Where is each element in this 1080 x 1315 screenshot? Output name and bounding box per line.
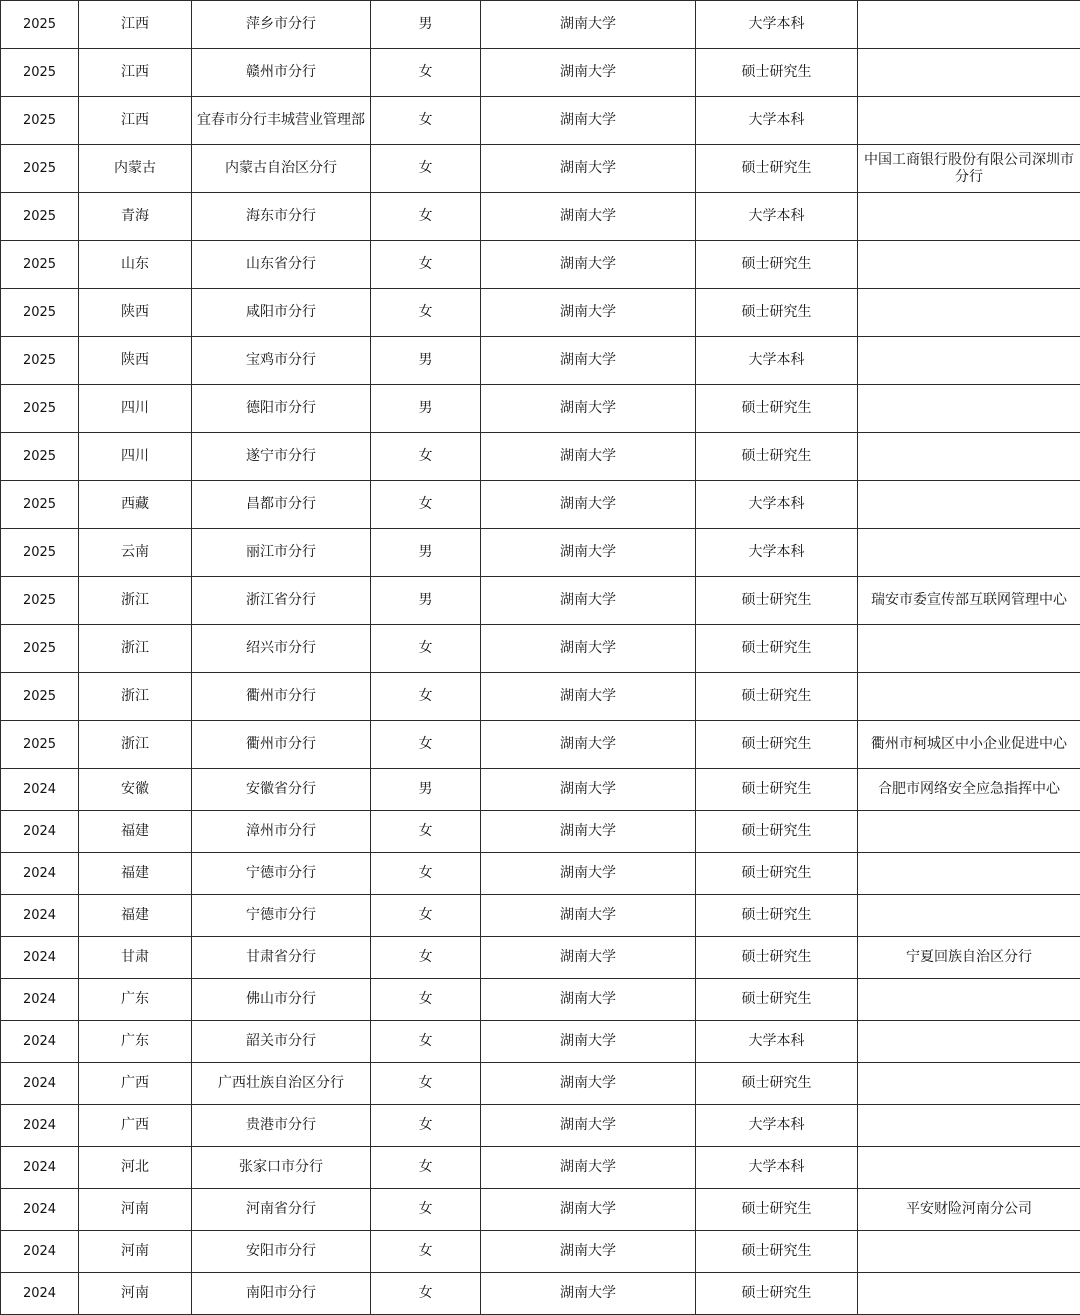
school-cell: 湖南大学: [481, 1, 696, 49]
province-cell: 福建: [79, 853, 192, 895]
school-cell: 湖南大学: [481, 241, 696, 289]
branch-cell: 萍乡市分行: [192, 1, 371, 49]
province-cell: 浙江: [79, 577, 192, 625]
year-cell: 2024: [1, 895, 79, 937]
degree-cell: 硕士研究生: [696, 145, 858, 193]
province-cell: 河南: [79, 1231, 192, 1273]
former-employer-cell: [858, 385, 1080, 433]
gender-cell: 男: [371, 1, 481, 49]
gender-cell: 女: [371, 145, 481, 193]
year-cell: 2025: [1, 529, 79, 577]
gender-cell: 男: [371, 577, 481, 625]
former-employer-cell: [858, 625, 1080, 673]
gender-cell: 女: [371, 193, 481, 241]
year-cell: 2025: [1, 481, 79, 529]
school-cell: 湖南大学: [481, 49, 696, 97]
former-employer-cell: [858, 853, 1080, 895]
gender-cell: 女: [371, 241, 481, 289]
gender-cell: 女: [371, 979, 481, 1021]
branch-cell: 遂宁市分行: [192, 433, 371, 481]
school-cell: 湖南大学: [481, 97, 696, 145]
former-employer-cell: [858, 289, 1080, 337]
school-cell: 湖南大学: [481, 979, 696, 1021]
gender-cell: 女: [371, 853, 481, 895]
degree-cell: 大学本科: [696, 1021, 858, 1063]
province-cell: 广西: [79, 1063, 192, 1105]
school-cell: 湖南大学: [481, 337, 696, 385]
former-employer-cell: [858, 337, 1080, 385]
gender-cell: 男: [371, 529, 481, 577]
school-cell: 湖南大学: [481, 853, 696, 895]
province-cell: 浙江: [79, 673, 192, 721]
gender-cell: 女: [371, 673, 481, 721]
year-cell: 2025: [1, 385, 79, 433]
table-row: [1, 895, 1080, 937]
degree-cell: 硕士研究生: [696, 937, 858, 979]
year-cell: 2024: [1, 1063, 79, 1105]
school-cell: 湖南大学: [481, 1147, 696, 1189]
degree-cell: 硕士研究生: [696, 721, 858, 769]
school-cell: 湖南大学: [481, 529, 696, 577]
year-cell: 2024: [1, 979, 79, 1021]
former-employer-cell: [858, 673, 1080, 721]
branch-cell: 宝鸡市分行: [192, 337, 371, 385]
former-employer-cell: [858, 1147, 1080, 1189]
school-cell: 湖南大学: [481, 1021, 696, 1063]
table-row: [1, 811, 1080, 853]
year-cell: 2025: [1, 337, 79, 385]
province-cell: 陕西: [79, 289, 192, 337]
province-cell: 陕西: [79, 337, 192, 385]
province-cell: 内蒙古: [79, 145, 192, 193]
year-cell: 2025: [1, 1, 79, 49]
branch-cell: 绍兴市分行: [192, 625, 371, 673]
table-row: [1, 937, 1080, 979]
year-cell: 2024: [1, 1231, 79, 1273]
school-cell: 湖南大学: [481, 1063, 696, 1105]
degree-cell: 硕士研究生: [696, 673, 858, 721]
branch-cell: 咸阳市分行: [192, 289, 371, 337]
degree-cell: 硕士研究生: [696, 979, 858, 1021]
year-cell: 2025: [1, 241, 79, 289]
branch-cell: 张家口市分行: [192, 1147, 371, 1189]
school-cell: 湖南大学: [481, 289, 696, 337]
school-cell: 湖南大学: [481, 1273, 696, 1315]
degree-cell: 大学本科: [696, 193, 858, 241]
year-cell: 2024: [1, 1189, 79, 1231]
branch-cell: 赣州市分行: [192, 49, 371, 97]
province-cell: 安徽: [79, 769, 192, 811]
table-row: [1, 481, 1080, 529]
branch-cell: 贵港市分行: [192, 1105, 371, 1147]
year-cell: 2024: [1, 937, 79, 979]
degree-cell: 硕士研究生: [696, 289, 858, 337]
former-employer-cell: [858, 1231, 1080, 1273]
province-cell: 广东: [79, 979, 192, 1021]
province-cell: 江西: [79, 97, 192, 145]
year-cell: 2025: [1, 673, 79, 721]
gender-cell: 女: [371, 625, 481, 673]
table-row: [1, 577, 1080, 625]
province-cell: 青海: [79, 193, 192, 241]
former-employer-cell: [858, 1273, 1080, 1315]
province-cell: 江西: [79, 49, 192, 97]
degree-cell: 大学本科: [696, 1105, 858, 1147]
table-row: [1, 769, 1080, 811]
former-employer-cell: [858, 1063, 1080, 1105]
gender-cell: 女: [371, 1021, 481, 1063]
former-employer-cell: [858, 979, 1080, 1021]
former-employer-cell: 宁夏回族自治区分行: [858, 937, 1080, 979]
table-row: [1, 625, 1080, 673]
table-row: [1, 385, 1080, 433]
table-row: [1, 1147, 1080, 1189]
former-employer-cell: [858, 1021, 1080, 1063]
gender-cell: 女: [371, 97, 481, 145]
school-cell: 湖南大学: [481, 1105, 696, 1147]
branch-cell: 衢州市分行: [192, 721, 371, 769]
table-row: [1, 1105, 1080, 1147]
degree-cell: 硕士研究生: [696, 853, 858, 895]
branch-cell: 内蒙古自治区分行: [192, 145, 371, 193]
table-row: [1, 145, 1080, 193]
year-cell: 2024: [1, 1105, 79, 1147]
branch-cell: 山东省分行: [192, 241, 371, 289]
school-cell: 湖南大学: [481, 673, 696, 721]
degree-cell: 大学本科: [696, 97, 858, 145]
school-cell: 湖南大学: [481, 811, 696, 853]
gender-cell: 男: [371, 337, 481, 385]
branch-cell: 浙江省分行: [192, 577, 371, 625]
year-cell: 2024: [1, 1147, 79, 1189]
degree-cell: 硕士研究生: [696, 385, 858, 433]
former-employer-cell: 中国工商银行股份有限公司深圳市分行: [858, 145, 1080, 193]
year-cell: 2024: [1, 769, 79, 811]
gender-cell: 女: [371, 49, 481, 97]
former-employer-cell: [858, 811, 1080, 853]
branch-cell: 丽江市分行: [192, 529, 371, 577]
branch-cell: 河南省分行: [192, 1189, 371, 1231]
school-cell: 湖南大学: [481, 625, 696, 673]
province-cell: 浙江: [79, 721, 192, 769]
table-row: [1, 241, 1080, 289]
province-cell: 福建: [79, 895, 192, 937]
province-cell: 四川: [79, 433, 192, 481]
table-row: [1, 1021, 1080, 1063]
year-cell: 2025: [1, 193, 79, 241]
degree-cell: 硕士研究生: [696, 1273, 858, 1315]
degree-cell: 大学本科: [696, 1147, 858, 1189]
branch-cell: 宁德市分行: [192, 853, 371, 895]
former-employer-cell: [858, 49, 1080, 97]
province-cell: 山东: [79, 241, 192, 289]
year-cell: 2024: [1, 1021, 79, 1063]
gender-cell: 女: [371, 811, 481, 853]
table-row: [1, 853, 1080, 895]
branch-cell: 韶关市分行: [192, 1021, 371, 1063]
gender-cell: 女: [371, 433, 481, 481]
year-cell: 2024: [1, 1273, 79, 1315]
branch-cell: 广西壮族自治区分行: [192, 1063, 371, 1105]
table-row: [1, 1231, 1080, 1273]
year-cell: 2025: [1, 145, 79, 193]
degree-cell: 硕士研究生: [696, 895, 858, 937]
branch-cell: 南阳市分行: [192, 1273, 371, 1315]
school-cell: 湖南大学: [481, 721, 696, 769]
branch-cell: 衢州市分行: [192, 673, 371, 721]
school-cell: 湖南大学: [481, 385, 696, 433]
province-cell: 广西: [79, 1105, 192, 1147]
province-cell: 云南: [79, 529, 192, 577]
table-row: [1, 1063, 1080, 1105]
table-row: [1, 433, 1080, 481]
gender-cell: 女: [371, 1231, 481, 1273]
former-employer-cell: 瑞安市委宣传部互联网管理中心: [858, 577, 1080, 625]
school-cell: 湖南大学: [481, 1189, 696, 1231]
gender-cell: 女: [371, 1105, 481, 1147]
former-employer-cell: 合肥市网络安全应急指挥中心: [858, 769, 1080, 811]
province-cell: 河北: [79, 1147, 192, 1189]
branch-cell: 海东市分行: [192, 193, 371, 241]
branch-cell: 安阳市分行: [192, 1231, 371, 1273]
province-cell: 河南: [79, 1273, 192, 1315]
province-cell: 甘肃: [79, 937, 192, 979]
school-cell: 湖南大学: [481, 937, 696, 979]
degree-cell: 大学本科: [696, 1, 858, 49]
gender-cell: 女: [371, 937, 481, 979]
gender-cell: 女: [371, 1147, 481, 1189]
table-row: [1, 337, 1080, 385]
degree-cell: 硕士研究生: [696, 1189, 858, 1231]
former-employer-cell: 衢州市柯城区中小企业促进中心: [858, 721, 1080, 769]
year-cell: 2025: [1, 289, 79, 337]
table-row: [1, 97, 1080, 145]
branch-cell: 宁德市分行: [192, 895, 371, 937]
gender-cell: 女: [371, 721, 481, 769]
year-cell: 2025: [1, 625, 79, 673]
table-row: [1, 193, 1080, 241]
table-row: [1, 1273, 1080, 1315]
table-row: [1, 289, 1080, 337]
branch-cell: 昌都市分行: [192, 481, 371, 529]
table-row: [1, 673, 1080, 721]
year-cell: 2025: [1, 49, 79, 97]
gender-cell: 女: [371, 1189, 481, 1231]
school-cell: 湖南大学: [481, 193, 696, 241]
gender-cell: 女: [371, 895, 481, 937]
former-employer-cell: [858, 1, 1080, 49]
degree-cell: 硕士研究生: [696, 811, 858, 853]
table-row: [1, 1189, 1080, 1231]
branch-cell: 佛山市分行: [192, 979, 371, 1021]
former-employer-cell: 平安财险河南分公司: [858, 1189, 1080, 1231]
school-cell: 湖南大学: [481, 481, 696, 529]
year-cell: 2024: [1, 853, 79, 895]
school-cell: 湖南大学: [481, 433, 696, 481]
province-cell: 河南: [79, 1189, 192, 1231]
degree-cell: 硕士研究生: [696, 625, 858, 673]
former-employer-cell: [858, 241, 1080, 289]
year-cell: 2025: [1, 577, 79, 625]
branch-cell: 德阳市分行: [192, 385, 371, 433]
branch-cell: 甘肃省分行: [192, 937, 371, 979]
degree-cell: 硕士研究生: [696, 241, 858, 289]
table-row: [1, 529, 1080, 577]
year-cell: 2025: [1, 97, 79, 145]
gender-cell: 女: [371, 1273, 481, 1315]
degree-cell: 硕士研究生: [696, 1063, 858, 1105]
gender-cell: 女: [371, 1063, 481, 1105]
table-row: [1, 49, 1080, 97]
degree-cell: 大学本科: [696, 337, 858, 385]
former-employer-cell: [858, 895, 1080, 937]
province-cell: 西藏: [79, 481, 192, 529]
school-cell: 湖南大学: [481, 145, 696, 193]
degree-cell: 硕士研究生: [696, 433, 858, 481]
year-cell: 2025: [1, 721, 79, 769]
degree-cell: 硕士研究生: [696, 49, 858, 97]
province-cell: 江西: [79, 1, 192, 49]
school-cell: 湖南大学: [481, 769, 696, 811]
school-cell: 湖南大学: [481, 1231, 696, 1273]
former-employer-cell: [858, 193, 1080, 241]
degree-cell: 硕士研究生: [696, 577, 858, 625]
table-body: [1, 1, 1080, 1315]
former-employer-cell: [858, 97, 1080, 145]
branch-cell: 安徽省分行: [192, 769, 371, 811]
former-employer-cell: [858, 481, 1080, 529]
gender-cell: 女: [371, 289, 481, 337]
degree-cell: 大学本科: [696, 529, 858, 577]
degree-cell: 硕士研究生: [696, 1231, 858, 1273]
degree-cell: 硕士研究生: [696, 769, 858, 811]
branch-cell: 宜春市分行丰城营业管理部: [192, 97, 371, 145]
table-row: [1, 721, 1080, 769]
school-cell: 湖南大学: [481, 895, 696, 937]
former-employer-cell: [858, 433, 1080, 481]
former-employer-cell: [858, 529, 1080, 577]
year-cell: 2025: [1, 433, 79, 481]
year-cell: 2024: [1, 811, 79, 853]
province-cell: 浙江: [79, 625, 192, 673]
table-row: [1, 979, 1080, 1021]
province-cell: 广东: [79, 1021, 192, 1063]
province-cell: 四川: [79, 385, 192, 433]
degree-cell: 大学本科: [696, 481, 858, 529]
table-row: [1, 1, 1080, 49]
school-cell: 湖南大学: [481, 577, 696, 625]
gender-cell: 男: [371, 769, 481, 811]
gender-cell: 男: [371, 385, 481, 433]
branch-cell: 漳州市分行: [192, 811, 371, 853]
former-employer-cell: [858, 1105, 1080, 1147]
gender-cell: 女: [371, 481, 481, 529]
province-cell: 福建: [79, 811, 192, 853]
